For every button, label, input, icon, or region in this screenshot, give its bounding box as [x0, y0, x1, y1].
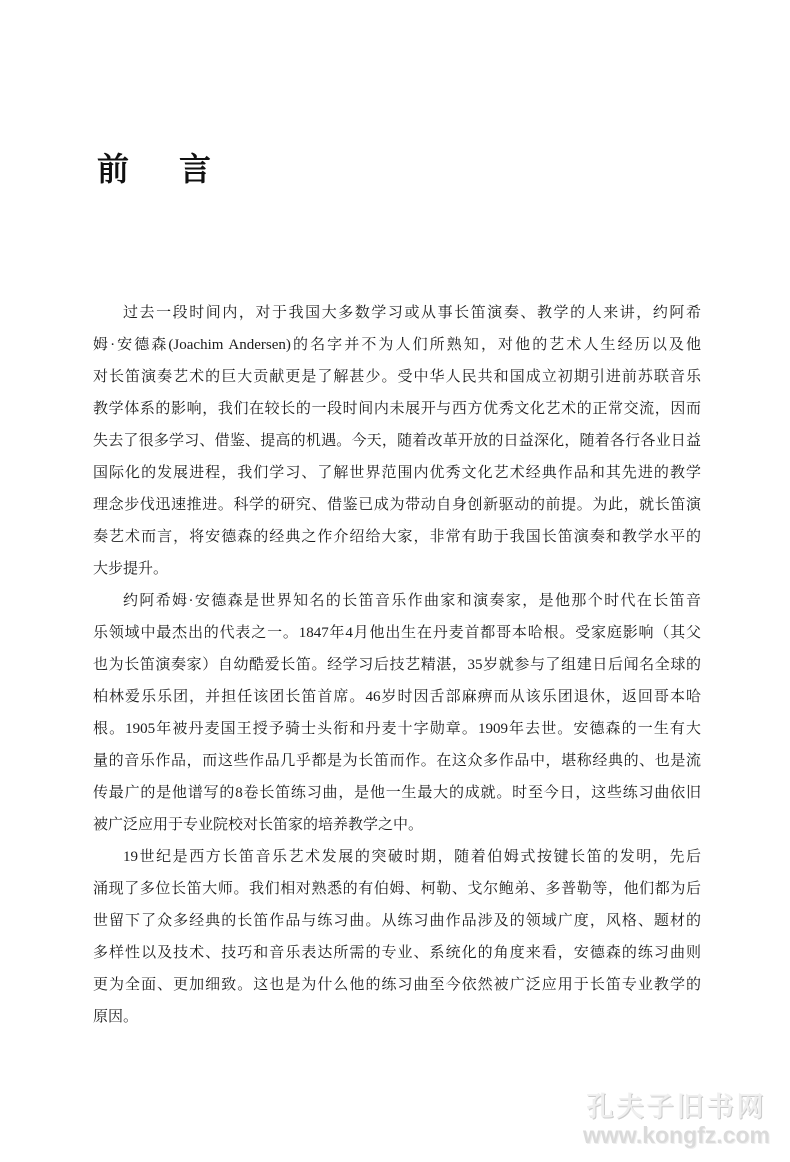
text-line: 约阿希姆·安德森是世界知名的长笛音乐作曲家和演奏家，是他那个时代在长笛音: [123, 593, 701, 609]
text-line: 世留下了众多经典的长笛作品与练习曲。从练习曲作品涉及的领域广度，风格、题材的: [93, 913, 701, 929]
preface-body: [93, 297, 701, 1033]
text-line: 国际化的发展进程，我们学习、了解世界范围内优秀文化艺术经典作品和其先进的教学: [93, 465, 701, 481]
text-line: 多样性以及技术、技巧和音乐表达所需的专业、系统化的角度来看，安德森的练习曲则: [93, 945, 701, 961]
text-line: 大步提升。: [93, 561, 169, 577]
watermark-site-url: www.kongfz.com: [583, 1121, 770, 1148]
text-line: 乐领域中最杰出的代表之一。1847年4月他出生在丹麦首都哥本哈根。受家庭影响（其父: [93, 625, 701, 641]
text-line: 涌现了多位长笛大师。我们相对熟悉的有伯姆、柯勒、戈尔鲍弟、多普勒等，他们都为后: [93, 881, 701, 897]
text-line: 对长笛演奏艺术的巨大贡献更是了解甚少。受中华人民共和国成立初期引进前苏联音乐: [93, 369, 701, 385]
text-line: 过去一段时间内，对于我国大多数学习或从事长笛演奏、教学的人来讲，约阿希: [123, 305, 701, 321]
text-line: 19世纪是西方长笛音乐艺术发展的突破时期，随着伯姆式按键长笛的发明，先后: [123, 849, 701, 865]
text-line: 失去了很多学习、借鉴、提高的机遇。今天，随着改革开放的日益深化，随着各行各业日益: [93, 433, 701, 449]
text-line: 更为全面、更加细致。这也是为什么他的练习曲至今依然被广泛应用于长笛专业教学的: [93, 977, 701, 993]
text-line: 奏艺术而言，将安德森的经典之作介绍给大家，非常有助于我国长笛演奏和教学水平的: [93, 529, 701, 545]
watermark-site-name: 孔夫子旧书网: [586, 1092, 767, 1123]
text-line: 柏林爱乐乐团，并担任该团长笛首席。46岁时因舌部麻痹而从该乐团退休，返回哥本哈: [93, 689, 701, 705]
text-line: 理念步伐迅速推进。科学的研究、借鉴已成为带动自身创新驱动的前提。为此，就长笛演: [93, 497, 701, 513]
text-line: 也为长笛演奏家）自幼酷爱长笛。经学习后技艺精湛，35岁就参与了组建日后闻名全球的: [93, 657, 701, 673]
text-line: 原因。: [93, 1009, 139, 1025]
text-line: 被广泛应用于专业院校对长笛家的培养教学之中。: [93, 817, 424, 833]
text-line: 教学体系的影响，我们在较长的一段时间内未展开与西方优秀文化艺术的正常交流，因而: [93, 401, 701, 417]
text-line: 姆·安德森(Joachim Andersen)的名字并不为人们所熟知，对他的艺术人生经历以及他: [93, 337, 701, 353]
text-line: 量的音乐作品，而这些作品几乎都是为长笛而作。在这众多作品中，堪称经典的、也是流: [93, 753, 701, 769]
text-line: 传最广的是他谱写的8卷长笛练习曲，是他一生最大的成就。时至今日，这些练习曲依旧: [93, 785, 701, 801]
text-line: 根。1905年被丹麦国王授予骑士头衔和丹麦十字勋章。1909年去世。安德森的一生有大: [93, 721, 701, 737]
watermark: [583, 1093, 770, 1148]
page-title: 前 言: [97, 151, 221, 187]
